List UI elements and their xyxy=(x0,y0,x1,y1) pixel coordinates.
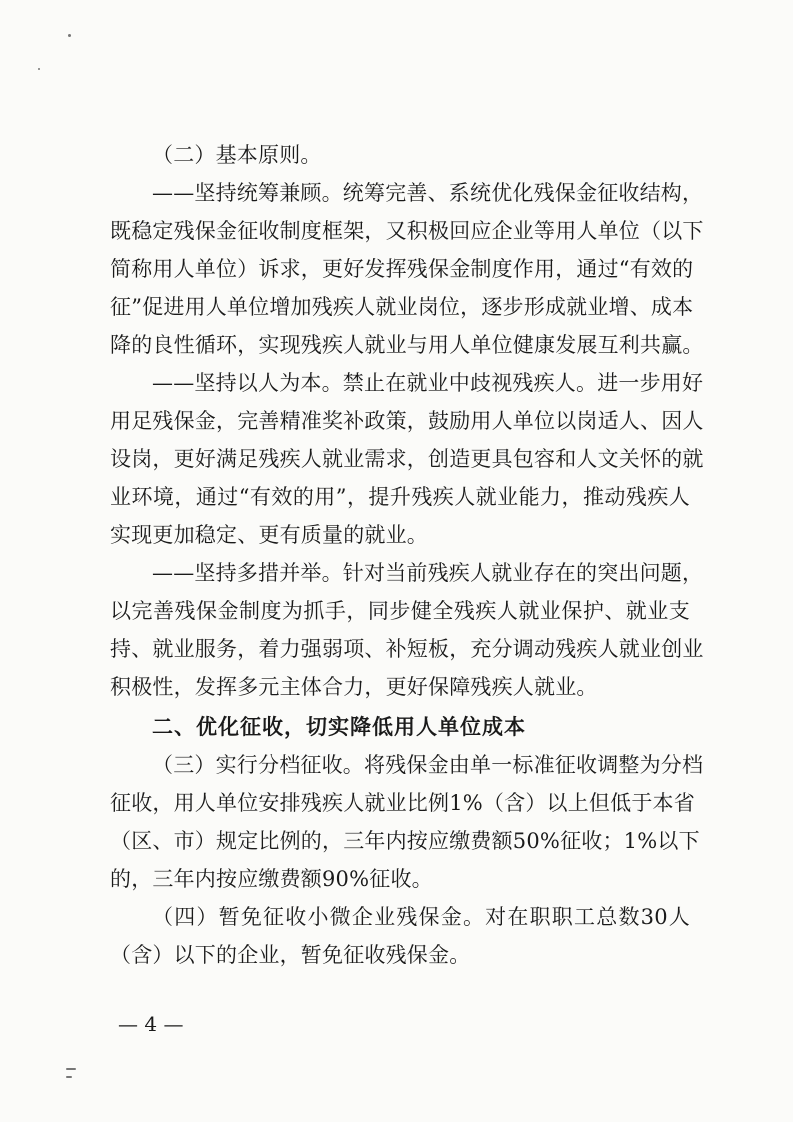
scan-speck xyxy=(66,1068,76,1070)
paragraph-line: 积极性，发挥多元主体合力，更好保障残疾人就业。 xyxy=(110,675,598,699)
paragraph-line: 以完善残保金制度为抓手，同步健全残疾人就业保护、就业支 xyxy=(110,599,690,623)
paragraph-line: 既稳定残保金征收制度框架，又积极回应企业等用人单位（以下 xyxy=(110,219,704,243)
paragraph-line: ——坚持统筹兼顾。统筹完善、系统优化残保金征收结构， xyxy=(152,181,704,205)
paragraph-line: （区、市）规定比例的，三年内按应缴费额50%征收；1%以下 xyxy=(110,829,700,853)
paragraph-line: 征”促进用人单位增加残疾人就业岗位，逐步形成就业增、成本 xyxy=(110,295,694,319)
paragraph-line: 用足残保金，完善精准奖补政策，鼓励用人单位以岗适人、因人 xyxy=(110,409,704,433)
paragraph-line: 的，三年内按应缴费额90%征收。 xyxy=(110,867,433,891)
paragraph-line: 征收，用人单位安排残疾人就业比例1%（含）以上但低于本省 xyxy=(110,791,695,815)
paragraph-line: ——坚持以人为本。禁止在就业中歧视残疾人。进一步用好 xyxy=(152,371,704,395)
page-number: — 4 — xyxy=(118,1012,184,1036)
paragraph-line: 实现更加稳定、更有质量的就业。 xyxy=(110,523,428,547)
section-heading-optimize-collection: 二、优化征收，切实降低用人单位成本 xyxy=(152,715,526,739)
paragraph-line: ——坚持多措并举。针对当前残疾人就业存在的突出问题， xyxy=(152,561,704,585)
paragraph-line: 简称用人单位）诉求，更好发挥残保金制度作用，通过“有效的 xyxy=(110,257,694,281)
paragraph-line: （四）暂免征收小微企业残保金。对在职职工总数30人 xyxy=(152,905,690,929)
section-heading-basic-principles: （二）基本原则。 xyxy=(152,143,322,167)
paragraph-line: 业环境，通过“有效的用”，提升残疾人就业能力，推动残疾人 xyxy=(110,485,690,509)
scan-speck xyxy=(38,68,40,70)
scan-speck xyxy=(68,34,71,37)
paragraph-line: 设岗，更好满足残疾人就业需求，创造更具包容和人文关怀的就 xyxy=(110,447,704,471)
paragraph-line: 持、就业服务，着力强弱项、补短板，充分调动残疾人就业创业 xyxy=(110,637,704,661)
scan-speck xyxy=(66,1076,72,1078)
paragraph-line: （含）以下的企业，暂免征收残保金。 xyxy=(110,943,471,967)
paragraph-line: 降的良性循环，实现残疾人就业与用人单位健康发展互利共赢。 xyxy=(110,333,704,357)
paragraph-line: （三）实行分档征收。将残保金由单一标准征收调整为分档 xyxy=(152,753,704,777)
